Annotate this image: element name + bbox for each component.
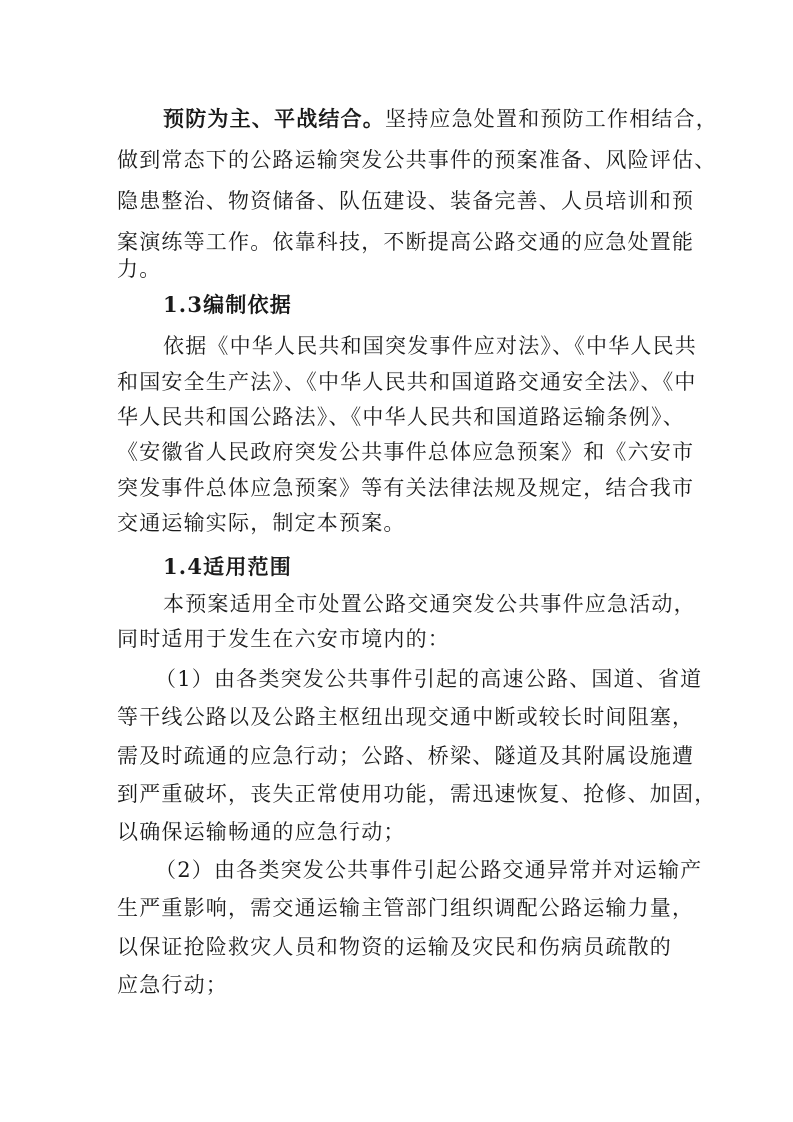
para1-line-2: 做到常态下的公路运输突发公共事件的预案准备、风险评估、	[117, 148, 717, 172]
item-1-line-3: 需及时疏通的应急行动；公路、桥梁、隧道及其附属设施遭	[117, 744, 695, 768]
para1-line-3: 隐患整治、物资储备、队伍建设、装备完善、人员培训和预	[117, 189, 695, 213]
section-1-4-heading: 1.4适用范围	[163, 554, 292, 579]
para1-line-1-rest: 坚持应急处置和预防工作相结合，	[385, 107, 718, 131]
sec13-line-4: 《安徽省人民政府突发公共事件总体应急预案》和《六安市	[117, 440, 695, 464]
para1-line-1	[163, 104, 718, 134]
item-1-line-1: （1）由各类突发公共事件引起的高速公路、国道、省道	[155, 667, 703, 691]
para1-line-5: 力。	[117, 257, 162, 281]
sec13-line-6: 交通运输实际，制定本预案。	[117, 511, 406, 535]
item-2-line-4: 应急行动；	[117, 973, 228, 997]
item-1-line-5: 以确保运输畅通的应急行动；	[117, 820, 406, 844]
para1-line-4: 案演练等工作。依靠科技，不断提高公路交通的应急处置能	[117, 230, 695, 254]
item-2-line-2: 生严重影响，需交通运输主管部门组织调配公路运输力量，	[117, 896, 695, 920]
section-1-3-heading: 1.3编制依据	[163, 292, 292, 317]
item-2-line-1: （2）由各类突发公共事件引起公路交通异常并对运输产	[155, 858, 703, 882]
sec13-line-3: 华人民共和国公路法》、《中华人民共和国道路运输条例》、	[117, 405, 685, 429]
sec13-line-1: 依据《中华人民共和国突发事件应对法》、《中华人民共	[163, 334, 697, 358]
sec13-line-2: 和国安全生产法》、《中华人民共和国道路交通安全法》、《中	[117, 370, 697, 394]
sec14-line-2: 同时适用于发生在六安市境内的：	[117, 627, 450, 651]
para1-lead: 预防为主、平战结合。	[163, 106, 385, 131]
item-2-line-3: 以保证抢险救灾人员和物资的运输及灾民和伤病员疏散的	[117, 935, 672, 959]
sec14-line-1: 本预案适用全市处置公路交通突发公共事件应急活动，	[163, 592, 696, 616]
sec13-line-5: 突发事件总体应急预案》等有关法律法规及规定，结合我市	[117, 476, 695, 500]
item-1-line-2: 等干线公路以及公路主枢纽出现交通中断或较长时间阻塞，	[117, 705, 695, 729]
item-1-line-4: 到严重破坏，丧失正常使用功能，需迅速恢复、抢修、加固，	[117, 782, 717, 806]
